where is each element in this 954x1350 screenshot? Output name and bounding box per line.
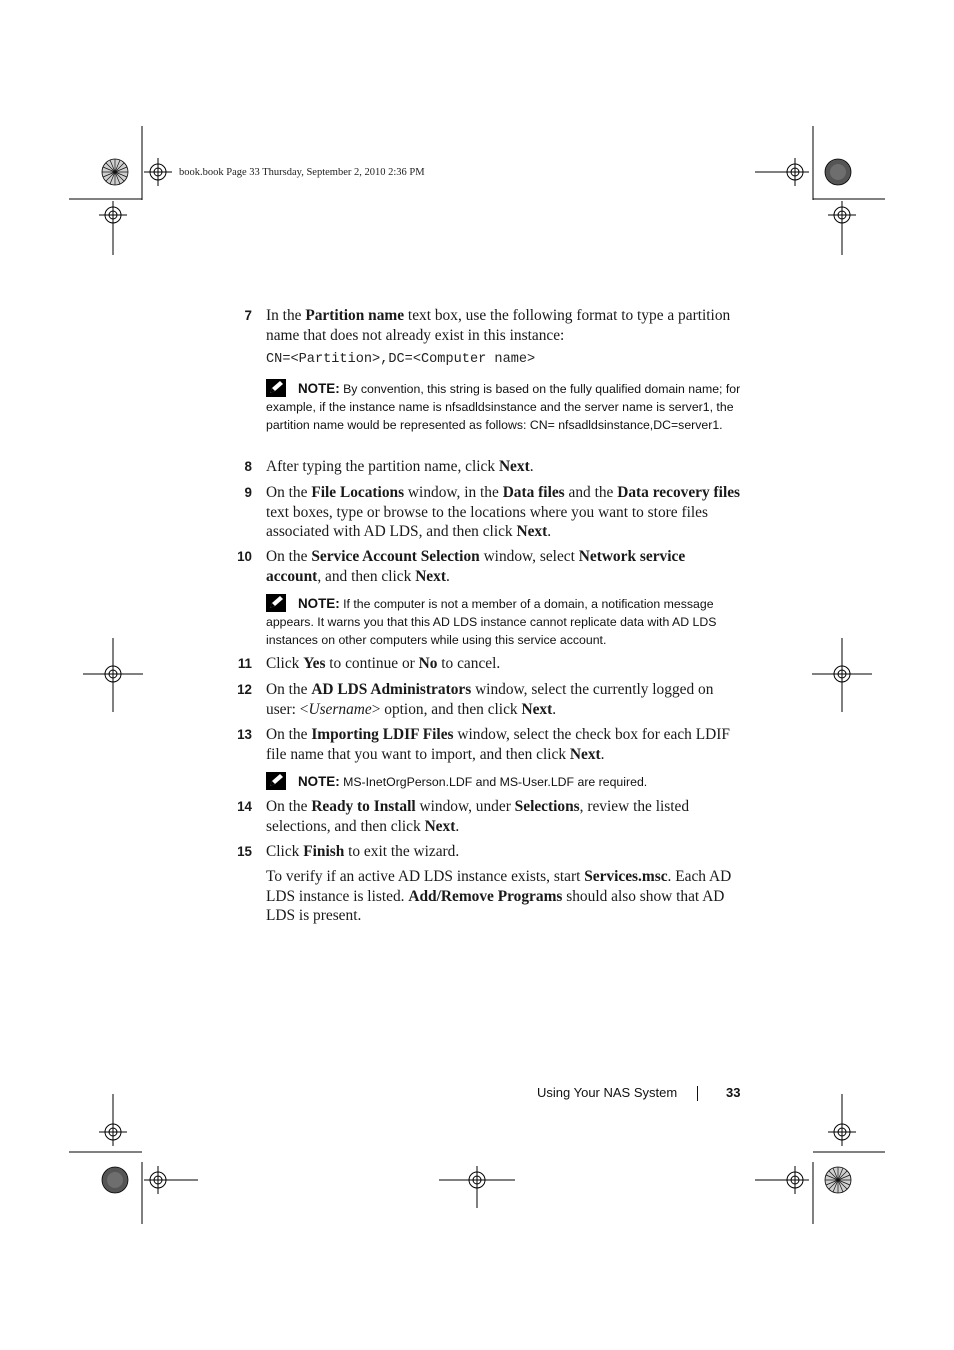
note-1 [266,379,746,434]
note-2 [266,594,746,649]
step-9 [232,483,744,542]
step-number: 15 [237,844,252,859]
step-text: Click Finish to exit the wizard. [266,843,460,860]
note-text: MS-InetOrgPerson.LDF and MS-User.LDF are required. [343,775,648,789]
step-text: In the Partition name text box, use the following format to type a partition name that does not already exist in this instance: [266,307,731,344]
note-label: NOTE: [298,774,340,789]
step-10 [232,547,744,586]
step-text: On the Ready to Install window, under Selections, review the listed selections, and then click Next. [266,798,690,835]
step-15 [232,842,744,862]
verification-paragraph: To verify if an active AD LDS instance exists, start Services.msc. Each AD LDS instance is listed. Add/Remove Programs should also show that AD LDS is present. [266,868,732,925]
step-text: On the AD LDS Administrators window, select the currently logged on user: <Username> option, and then click Next. [266,681,714,718]
step-text: Click Yes to continue or No to cancel. [266,655,501,672]
step-number: 13 [237,727,252,742]
step-number: 14 [237,799,252,814]
note-text: By convention, this string is based on the fully qualified domain name; for example, if the instance name is nfsadldsinstance and the server name is server1, the partition name would be represented as follows: CN= nfsadldsinstance,DC=server1. [266,382,741,432]
footer-divider [697,1086,698,1101]
step-text: On the Importing LDIF Files window, select the check box for each LDIF file name that you want to import, and then click Next. [266,726,730,763]
pencil-note-icon [266,379,286,397]
step-number: 10 [237,549,252,564]
print-slug: book.book Page 33 Thursday, September 2, 2010 2:36 PM [179,167,425,178]
page-number: 33 [726,1085,741,1100]
step-text: After typing the partition name, click Next. [266,458,534,475]
note-label: NOTE: [298,381,340,396]
step-number: 12 [237,682,252,697]
pencil-note-icon [266,594,286,612]
note-3 [266,772,746,792]
step-14 [232,797,744,836]
note-text: If the computer is not a member of a domain, a notification message appears. It warns you that this AD LDS instance cannot replicate data with AD LDS instances on other computers while using this service account. [266,597,717,647]
step-12 [232,680,744,719]
step-number: 11 [237,656,252,671]
partition-format-code: CN=<Partition>,DC=<Computer name> [266,352,536,367]
pencil-note-icon [266,772,286,790]
step-text: On the File Locations window, in the Data files and the Data recovery files text boxes, type or browse to the locations where you want to store files associated with AD LDS, and then click Next. [266,484,741,540]
step-text: On the Service Account Selection window, select Network service account, and then click Next. [266,548,686,585]
step-13 [232,725,744,764]
step-8 [232,457,744,477]
step-number: 7 [244,308,252,323]
step-11 [232,654,744,674]
footer-section-title: Using Your NAS System [537,1085,678,1100]
note-label: NOTE: [298,596,340,611]
step-number: 8 [244,459,252,474]
step-7 [232,306,744,345]
step-number: 9 [244,485,252,500]
